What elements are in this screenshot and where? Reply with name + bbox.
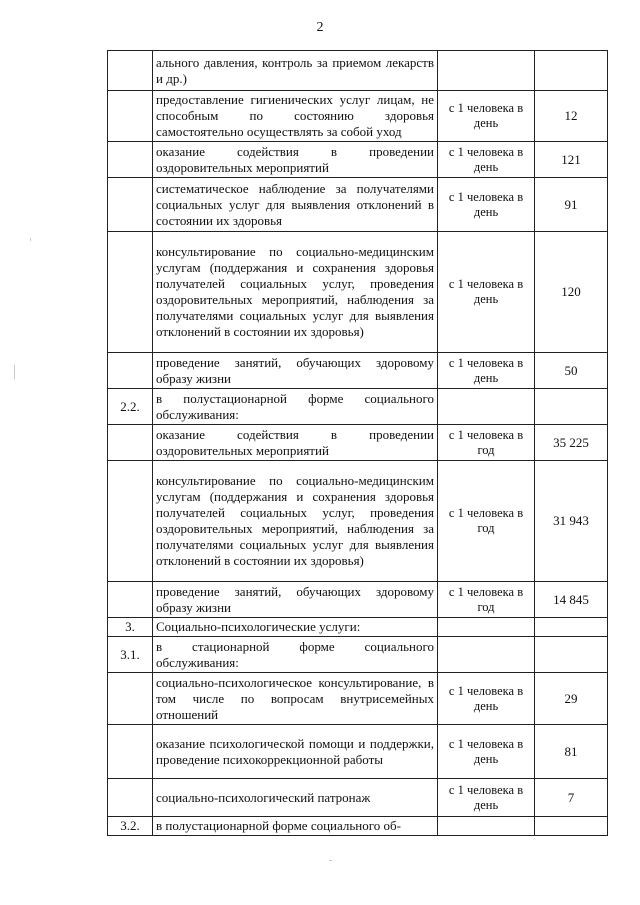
unit-of-measure — [438, 618, 535, 637]
table-row — [108, 817, 608, 836]
tariff-value: 7 — [535, 779, 608, 817]
tariff-value — [535, 51, 608, 91]
row-number — [108, 232, 153, 353]
tariff-value: 91 — [535, 178, 608, 232]
service-name: систематическое наблюдение за получателями социальных услуг для выявления отклонений в состоянии их здоровья — [153, 178, 438, 232]
unit-of-measure: с 1 человека в год — [438, 461, 535, 582]
tariff-value — [535, 389, 608, 425]
service-name: предоставление гигиенических услуг лицам, не способным по состоянию здоровья самостоятельно осуществлять за собой уход — [153, 91, 438, 142]
unit-of-measure — [438, 389, 535, 425]
row-number — [108, 582, 153, 618]
service-name: социально-психологическое консультирование, в том числе по вопросам внутрисемейных отношений — [153, 673, 438, 725]
services-table-body — [108, 51, 608, 836]
tariff-value: 29 — [535, 673, 608, 725]
service-name: в стационарной форме социального обслуживания: — [153, 637, 438, 673]
scan-mark-left-lower — [14, 365, 15, 379]
tariff-value: 50 — [535, 353, 608, 389]
unit-of-measure: с 1 человека в год — [438, 582, 535, 618]
tariff-value: 81 — [535, 725, 608, 779]
row-number: 3.1. — [108, 637, 153, 673]
table-row — [108, 618, 608, 637]
row-number — [108, 779, 153, 817]
service-name: консультирование по социально-медицинским услугам (поддержания и сохранения здоровья получателей социальных услуг, проведения оздоровительных мероприятий, наблюдения за получателями социальных услуг для выявления отклонений в состоянии их здоровья) — [153, 232, 438, 353]
row-number: 3. — [108, 618, 153, 637]
tariff-value: 35 225 — [535, 425, 608, 461]
table-row — [108, 725, 608, 779]
tariff-value: 121 — [535, 142, 608, 178]
service-name: проведение занятий, обучающих здоровому образу жизни — [153, 353, 438, 389]
service-name: ального давления, контроль за приемом лекарств и др.) — [153, 51, 438, 91]
table-row — [108, 425, 608, 461]
tariff-value: 120 — [535, 232, 608, 353]
tariff-value — [535, 637, 608, 673]
table-row — [108, 353, 608, 389]
row-number — [108, 353, 153, 389]
scan-mark-left — [30, 238, 31, 241]
tariff-value — [535, 618, 608, 637]
table-row — [108, 582, 608, 618]
scan-mark-bottom — [329, 860, 332, 861]
services-table — [107, 50, 608, 836]
service-name: оказание психологической помощи и поддержки, проведение психокоррекционной работы — [153, 725, 438, 779]
service-name: в полустационарной форме социального обслуживания: — [153, 389, 438, 425]
row-number: 3.2. — [108, 817, 153, 836]
service-name: Социально-психологические услуги: — [153, 618, 438, 637]
table-row — [108, 389, 608, 425]
service-name: консультирование по социально-медицинским услугам (поддержания и сохранения здоровья получателей социальных услуг, проведения оздоровительных мероприятий, наблюдения за получателями социальных услуг для выявления отклонений в состоянии их здоровья) — [153, 461, 438, 582]
unit-of-measure — [438, 51, 535, 91]
unit-of-measure: с 1 человека в день — [438, 91, 535, 142]
unit-of-measure: с 1 человека в день — [438, 178, 535, 232]
unit-of-measure: с 1 человека в день — [438, 779, 535, 817]
tariff-value: 31 943 — [535, 461, 608, 582]
tariff-value: 14 845 — [535, 582, 608, 618]
row-number — [108, 725, 153, 779]
unit-of-measure: с 1 человека в день — [438, 725, 535, 779]
row-number — [108, 142, 153, 178]
table-row — [108, 51, 608, 91]
tariff-value: 12 — [535, 91, 608, 142]
row-number — [108, 91, 153, 142]
service-name: проведение занятий, обучающих здоровому образу жизни — [153, 582, 438, 618]
tariff-value — [535, 817, 608, 836]
table-row — [108, 673, 608, 725]
unit-of-measure: с 1 человека в день — [438, 142, 535, 178]
table-row — [108, 91, 608, 142]
unit-of-measure: с 1 человека в день — [438, 353, 535, 389]
service-name: социально-психологический патронаж — [153, 779, 438, 817]
table-row — [108, 637, 608, 673]
service-name: оказание содействия в проведении оздоровительных мероприятий — [153, 142, 438, 178]
row-number — [108, 461, 153, 582]
unit-of-measure — [438, 817, 535, 836]
page-number: 2 — [316, 20, 324, 35]
table-row — [108, 461, 608, 582]
table-row — [108, 178, 608, 232]
unit-of-measure: с 1 человека в день — [438, 232, 535, 353]
unit-of-measure — [438, 637, 535, 673]
unit-of-measure: с 1 человека в день — [438, 673, 535, 725]
table-row — [108, 142, 608, 178]
unit-of-measure: с 1 человека в год — [438, 425, 535, 461]
row-number — [108, 51, 153, 91]
row-number — [108, 425, 153, 461]
service-name: оказание содействия в проведении оздоровительных мероприятий — [153, 425, 438, 461]
row-number — [108, 178, 153, 232]
row-number: 2.2. — [108, 389, 153, 425]
row-number — [108, 673, 153, 725]
service-name: в полустационарной форме социального об- — [153, 817, 438, 836]
table-row — [108, 779, 608, 817]
table-row — [108, 232, 608, 353]
